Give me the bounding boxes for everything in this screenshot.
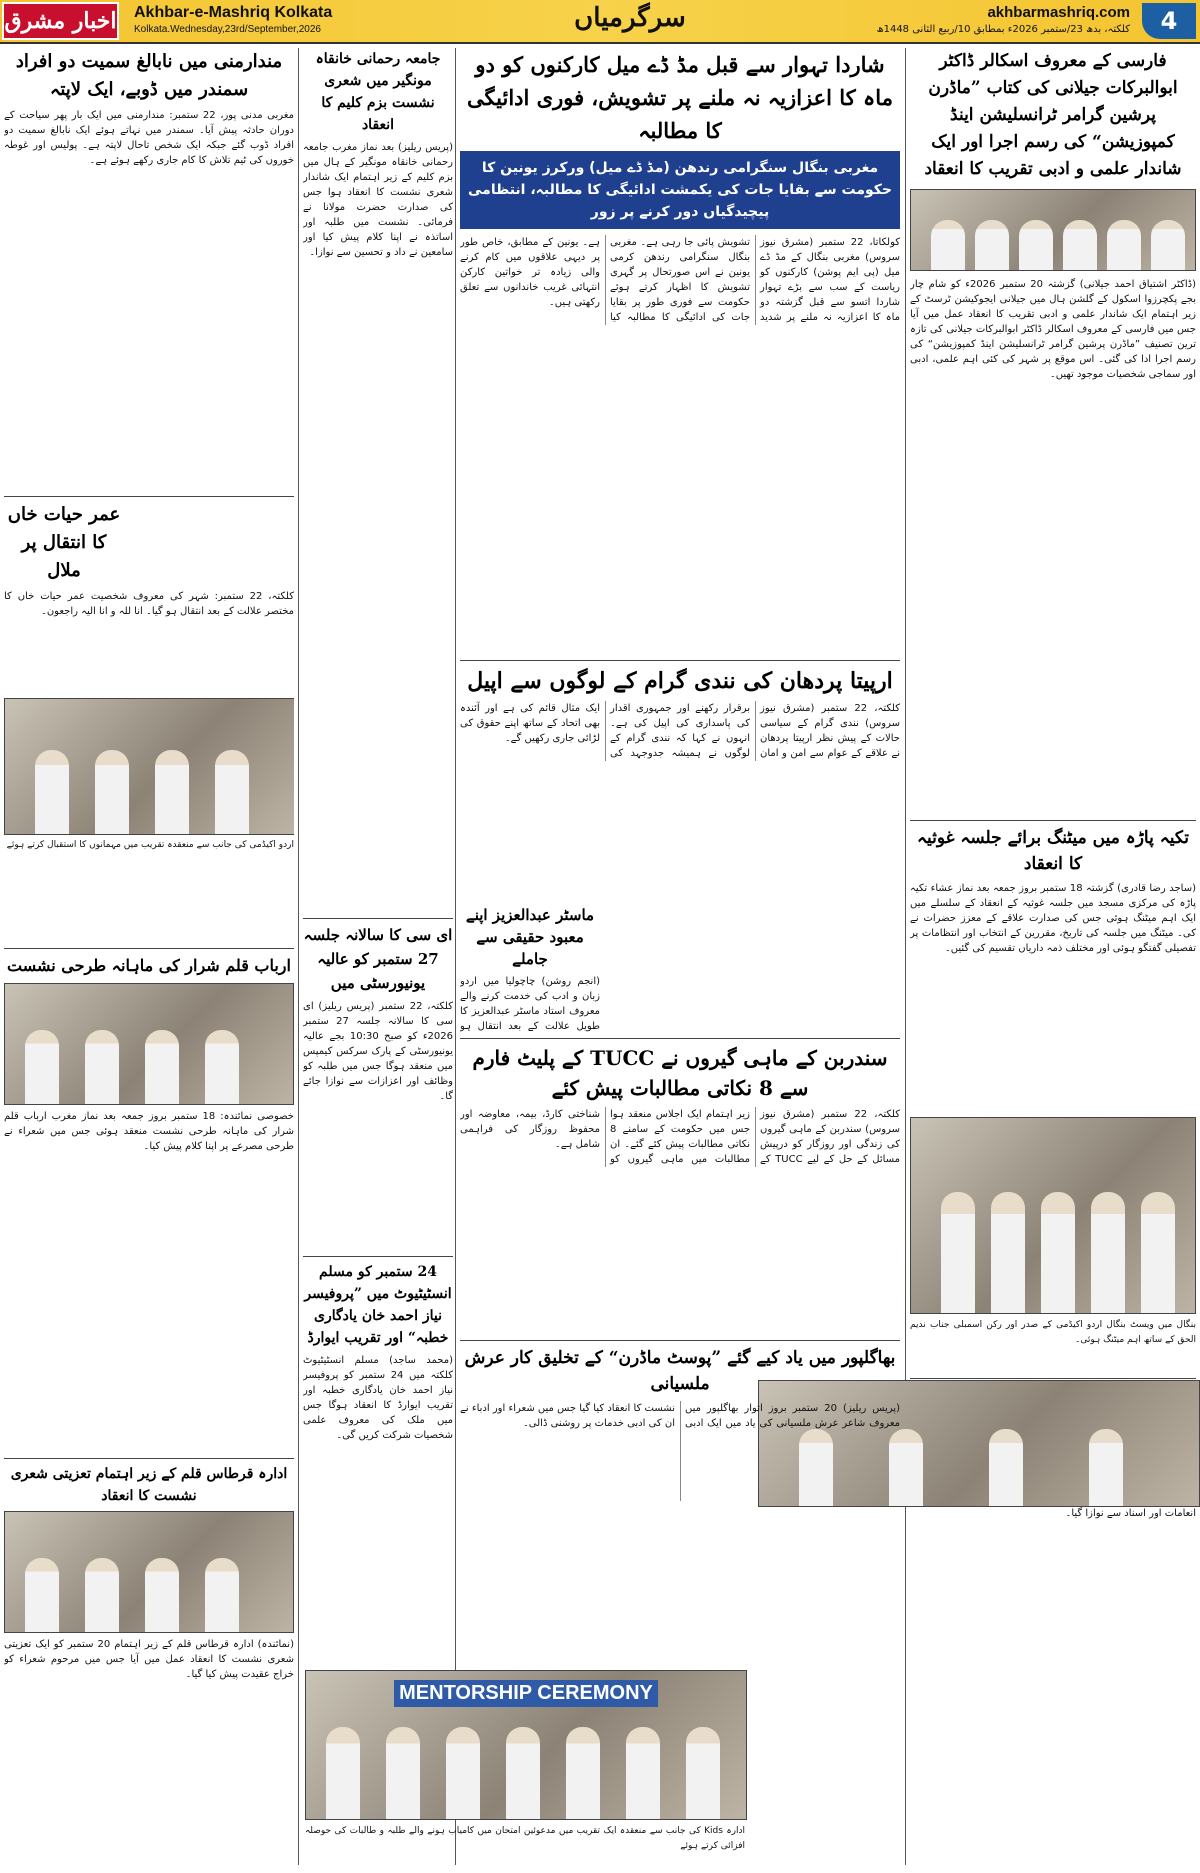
- article-body: کلکتہ، 22 ستمبر (مشرق نیوز سروس) سندربن کے ماہی گیروں کی زندگی اور روزگار کو درپیش مسائل کے حل کے لیے TUCC کے زیر اہتمام ایک اجلاس منعقد ہوا جس میں حکومت کے سامنے 8 نکاتی مطالبات پیش کئے گئے۔ ان مطالبات میں ماہی گیروں کو شناختی کارڈ، بیمہ، معاوضہ اور محفوظ روزگار کی فراہمی شامل ہے۔: [460, 1109, 900, 1165]
- article-body: (انجم روشن) چاچولیا میں اردو زبان و ادب کی خدمت کرنے والے معروف استاد ماسٹر عبدالعزیز کا طویل علالت کے بعد انتقال ہو: [460, 976, 600, 1032]
- headline: ای سی کا سالانہ جلسہ 27 ستمبر کو عالیہ یونیورسٹی میں: [303, 926, 453, 992]
- headline: جامعہ رحمانی خانقاہ مونگیر میں شعری نشست بزم کلیم کا انعقاد: [315, 51, 441, 133]
- photo-caption: ادارہ Kids کی جانب سے منعقدہ ایک تقریب میں مدعوئین امتحان میں کامیاب ہونے والے طلبہ و طالبات کی حوصلہ افزائی کرتے ہوئے: [305, 1826, 745, 1851]
- headline: ماسٹر عبدالعزیز اپنے معبود حقیقی سے جاملے: [465, 906, 595, 968]
- headline: مندارمنی میں نابالغ سمیت دو افراد سمندر میں ڈوبے، ایک لاپتہ: [15, 51, 283, 100]
- article-muslim-institute: [303, 1256, 453, 1633]
- page-number: 4: [1142, 3, 1196, 39]
- column-divider: [298, 48, 299, 1865]
- article-body: (پریس ریلیز) 20 ستمبر بروز اتوار بھاگلپور میں معروف شاعر عرش ملسیانی کی یاد میں ایک ادبی نشست کا انعقاد کیا گیا جس میں شعراء اور ادباء نے ان کی ادبی خدمات پر روشنی ڈالی۔: [460, 1403, 900, 1429]
- column-right: [910, 48, 1196, 1865]
- headline: 24 ستمبر کو مسلم انسٹیٹیوٹ میں ”پروفیسر نیاز احمد خان یادگاری خطبہ“ اور تقریب ایوارڈ: [304, 1264, 452, 1346]
- photo-mentorship-ceremony: [305, 1670, 747, 1820]
- article-qirtas-qalam: [4, 1458, 294, 1865]
- column-divider: [455, 48, 456, 1865]
- photo-caption: اردو اکیڈمی کی جانب سے منعقدہ تقریب میں مہمانوں کا استقبال کرتے ہوئے: [6, 840, 294, 850]
- column-left: [4, 48, 294, 1865]
- article-body: کلکتہ، 22 ستمبر (پریس ریلیز) ای سی کا سالانہ جلسہ 27 ستمبر 2026ء کو صبح 10:30 بجے عالیہ یونیورسٹی کے پارک سرکس کیمپس میں منعقد ہوگا جس میں طلبہ کو وظائف اور اعزازات سے نوازا جائے گا۔: [303, 1001, 453, 1102]
- article-body: کولکاتا، 22 ستمبر (مشرق نیوز سروس) مغربی بنگال کے مڈ ڈے میل (پی ایم پوشن) کارکنوں کو ریاست کے سب سے بڑے تہوار شاردا اتسو سے قبل گزشتہ دو ماہ کا اعزازیہ نہ ملنے پر شدید تشویش پائی جا رہی ہے۔ مغربی بنگال سنگرامی رندھن کرمی یونین نے اس صورتحال پر گہری تشویش کا اظہار کرتے ہوئے حکومت سے فوری طور پر بقایا جات کی ادائیگی کا مطالبہ کیا ہے۔ یونین کے مطابق، خاص طور پر دیہی علاقوں میں کام کرنے والی زیادہ تر خواتین کارکن انتہائی غریب خاندانوں سے تعلق رکھتی ہیں۔: [460, 237, 900, 323]
- article-khanqah-munger: [303, 48, 453, 908]
- column-divider: [905, 48, 906, 1865]
- headline: ارباب قلم شرار کی ماہانہ طرحی نشست: [7, 956, 291, 975]
- newspaper-logo: اخبار مشرق: [2, 2, 119, 40]
- photo-poetry-gathering: [4, 983, 294, 1105]
- photo-urdu-academy: [4, 698, 294, 835]
- article-takia-para-meeting: [910, 820, 1196, 1385]
- column-left-center: [303, 48, 453, 1633]
- headline: ادارہ قرطاس قلم کے زیر اہتمام تعزیتی شعری نشست کا انعقاد: [10, 1466, 288, 1504]
- article-book-launch: [910, 48, 1196, 808]
- article-body: کلکتہ، 22 ستمبر (مشرق نیوز سروس) نندی گرام کے سیاسی حالات کے پیش نظر ارپیتا پردھان نے علاقے کے عوام سے امن و امان برقرار رکھنے اور جمہوری اقدار کی پاسداری کی اپیل کی ہے۔ انہوں نے کہا کہ نندی گرام کے لوگوں نے ہمیشہ جدوجہد کی ایک مثال قائم کی ہے اور آئندہ بھی اتحاد کے ساتھ اپنے حقوق کی لڑائی جاری رکھیں گے۔: [460, 703, 900, 759]
- article-body: (ساجد رضا قادری) گزشتہ 18 ستمبر بروز جمعہ بعد نماز عشاء تکیہ پاڑہ کی مرکزی مسجد میں جلسہ غوثیہ کے انعقاد کے سلسلے میں ایک اہم میٹنگ ہوئی جس کی صدارت علاقے کے معزز حضرات نے کی۔ میٹنگ میں جلسہ کی تاریخ، مقررین کے انتخاب اور انتظامات پر تفصیلی گفتگو ہوئی اور مختلف ذمہ داریاں تقسیم کی گئیں۔: [910, 883, 1196, 954]
- article-body: (پریس ریلیز) بعد نماز مغرب جامعہ رحمانی خانقاہ مونگیر کے ہال میں بزم کلیم کے زیر اہتمام ایک شاندار شعری نشست کا انعقاد ہوا جس کی صدارت حضرت مولانا نے فرمائی۔ نشست میں طلبہ اور اساتذہ نے اپنا کلام پیش کیا اور سامعین نے داد و تحسین سے نوازا۔: [303, 142, 453, 258]
- headline: عمر حیات خاں کا انتقال پر ملال: [7, 504, 121, 581]
- article-body: (محمد ساجد) مسلم انسٹیٹیوٹ کلکتہ میں 24 ستمبر کو پروفیسر نیاز احمد خان یادگاری خطبہ اور تقریب ایوارڈ کا انعقاد ہوگا جس میں ملک کی معروف علمی شخصیات شرکت کریں گی۔: [303, 1355, 453, 1441]
- dateline-english: Kolkata.Wednesday,23rd/September,2026: [134, 24, 321, 35]
- headline: ارپیتا پردھان کی نندی گرام کے لوگوں سے اپیل: [467, 668, 893, 694]
- website-url[interactable]: akhbarmashriq.com: [987, 4, 1130, 21]
- photo-banner-text: MENTORSHIP CEREMONY: [394, 1680, 658, 1707]
- article-body: (ڈاکٹر اشتیاق احمد جیلانی) گزشتہ 20 ستمبر 2026ء کو شام چار بجے پکچرزوا اسکول کے گلشن ہال میں جیلانی ایجوکیشن ٹرسٹ کے زیر اہتمام ایک شاندار علمی و ادبی تقریب کا انعقاد عمل میں آیا جس میں فارسی کے معروف اسکالر ڈاکٹر ابوالبرکات جیلانی کی تازہ ترین تصنیف ”ماڈرن پرشین گرامر ٹرانسلیشن اینڈ کمپوزیشن“ کی رسم اجرا ادا کی گئی۔ اس موقع پر شہر کی کئی اہم علمی، ادبی اور سماجی شخصیات موجود تھیں۔: [910, 279, 1196, 380]
- photo-caption: بنگال میں ویسٹ بنگال اردو اکیڈمی کے صدر اور رکن اسمبلی جناب ندیم الحق کے ساتھ اہم میٹنگ ہوئی۔: [910, 1320, 1196, 1345]
- headline: بھاگلپور میں یاد کیے گئے ”پوسٹ ماڈرن“ کے تخلیق کار عرش ملسیانی: [464, 1348, 896, 1394]
- article-mid-day-meal: [460, 48, 900, 658]
- photo-meeting: [910, 1117, 1196, 1314]
- dateline-urdu: کلکتہ، بدھ 23/ستمبر 2026ء بمطابق 10/ربیع الثانی 1448ھ: [876, 24, 1130, 35]
- headline: سندربن کے ماہی گیروں نے TUCC کے پلیٹ فارم سے 8 نکاتی مطالبات پیش کئے: [472, 1046, 888, 1100]
- section-title: سرگرمیاں: [574, 3, 686, 33]
- paper-name: Akhbar-e-Mashriq Kolkata: [134, 4, 333, 21]
- article-body: خصوصی نمائندہ: 18 ستمبر بروز جمعہ بعد نماز مغرب ارباب قلم شرار کی ماہانہ طرحی نشست منعقد ہوئی جس میں شعراء نے طرحی مصرعے پر اپنا کلام پیش کیا۔: [4, 1111, 294, 1152]
- article-body: انعامات اور اسناد سے نوازا گیا۔: [1065, 1508, 1196, 1519]
- article-body: مغربی مدنی پور، 22 ستمبر: مندارمنی میں ایک بار پھر سیاحت کے دوران حادثہ پیش آیا۔ سمندر میں نہاتے ہوئے ایک نابالغ سمیت دو افراد ڈوب گئے جبکہ ایک شخص تاحال لاپتہ ہے۔ پولیس اور غوطہ خوروں کی ٹیم تلاش کا کام جاری رکھے ہوئے ہے۔: [4, 110, 294, 166]
- column-center: [460, 48, 900, 1865]
- article-arpita-pradhan: [460, 660, 900, 905]
- article-arbab-qalam: [4, 948, 294, 1453]
- photo-book-launch: [910, 189, 1196, 271]
- subheadline: مغربی بنگال سنگرامی رندھن (مڈ ڈے میل) ورکرز یونین کا حکومت سے بقایا جات کی یکمشت ادائیگی کا مطالبہ، انتظامی پیچیدگیاں دور کرنے پر زور: [460, 151, 900, 229]
- headline: شاردا تہوار سے قبل مڈ ڈے میل کارکنوں کو دو ماہ کا اعزازیہ نہ ملنے پر تشویش، فوری ادائیگی کا مطالبہ: [467, 52, 893, 143]
- article-sundarban-fishermen: [460, 1038, 900, 1343]
- photo-condolence-gathering: [4, 1511, 294, 1633]
- article-mandarmani-drowning: [4, 48, 294, 488]
- article-body: (نمائندہ) ادارہ قرطاس قلم کے زیر اہتمام 20 ستمبر کو ایک تعزیتی شعری نشست کا انعقاد عمل میں آیا جس میں مرحوم شعراء کو خراج عقیدت پیش کیا گیا۔: [4, 1639, 294, 1680]
- headline: تکیہ پاڑہ میں میٹنگ برائے جلسہ غوثیہ کا انعقاد: [917, 828, 1189, 874]
- headline: فارسی کے معروف اسکالر ڈاکٹر ابوالبرکات جیلانی کی کتاب ”ماڈرن پرشین گرامر ٹرانسلیشن اینڈ کمپوزیشن“ کی رسم اجرا اور ایک شاندار علمی و ادبی تقریب کا انعقاد: [924, 51, 1182, 179]
- article-ec-annual-meet: [303, 918, 453, 1253]
- article-body: کلکتہ، 22 ستمبر: شہر کی معروف شخصیت عمر حیات خاں کا مختصر علالت کے بعد انتقال ہو گیا۔ انا للہ و انا الیہ راجعون۔: [4, 591, 294, 617]
- article-master-abdul-aziz: [460, 904, 600, 1034]
- masthead: [0, 0, 1200, 44]
